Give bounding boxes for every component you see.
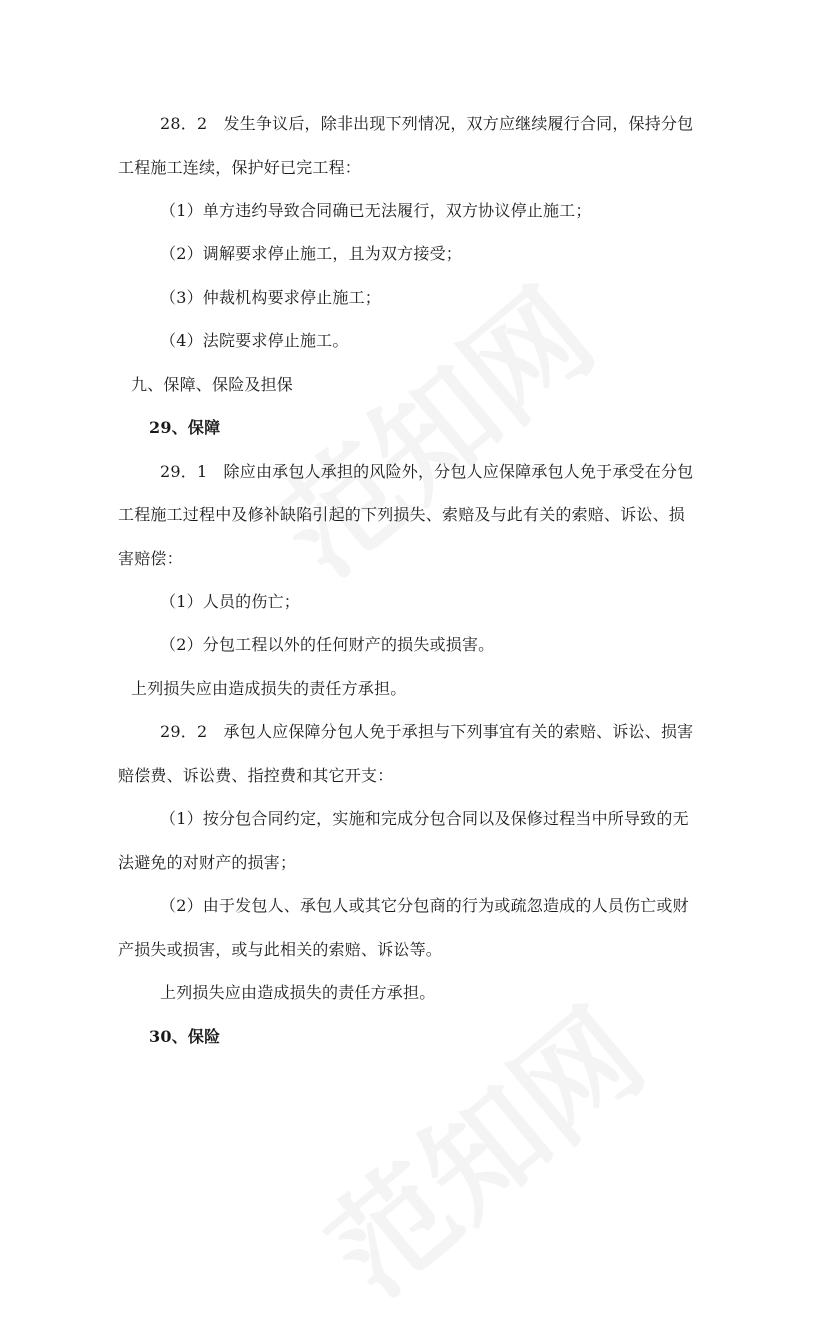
list-item-29-1-1: （1）人员的伤亡； xyxy=(160,592,300,611)
list-item-28-2-2: （2）调解要求停止施工，且为双方接受； xyxy=(160,244,462,263)
heading-30-insurance: 30、保险 xyxy=(149,1027,221,1046)
para-29-2-line-2: 赔偿费、诉讼费、指控费和其它开支： xyxy=(118,766,394,785)
list-item-28-2-4: （4）法院要求停止施工。 xyxy=(160,331,349,350)
heading-29-protection: 29、保障 xyxy=(149,418,221,437)
list-item-29-1-2: （2）分包工程以外的任何财产的损失或损害。 xyxy=(160,635,495,654)
list-item-29-2-2-line-1: （2）由于发包人、承包人或其它分包商的行为或疏忽造成的人员伤亡或财 xyxy=(160,896,689,915)
list-item-28-2-3: （3）仲裁机构要求停止施工； xyxy=(160,288,381,307)
list-item-28-2-1: （1）单方违约导致合同确已无法履行，双方协议停止施工； xyxy=(160,201,592,220)
para-29-1-line-1: 29．1 除应由承包人承担的风险外，分包人应保障承包人免于承受在分包 xyxy=(160,462,694,481)
para-29-2-line-1: 29．2 承包人应保障分包人免于承担与下列事宜有关的索赔、诉讼、损害 xyxy=(160,722,694,741)
para-29-1-line-2: 工程施工过程中及修补缺陷引起的下列损失、索赔及与此有关的索赔、诉讼、损 xyxy=(118,505,686,524)
list-item-29-2-1-line-2: 法避免的对财产的损害； xyxy=(118,853,297,872)
para-29-1-liability: 上列损失应由造成损失的责任方承担。 xyxy=(131,679,407,698)
section-heading-9: 九、保障、保险及担保 xyxy=(131,375,294,394)
para-28-2-line-2: 工程施工连续，保护好已完工程： xyxy=(118,158,362,177)
para-29-1-line-3: 害赔偿： xyxy=(118,549,183,568)
para-29-2-liability: 上列损失应由造成损失的责任方承担。 xyxy=(160,983,436,1002)
watermark-lower xyxy=(287,964,673,1327)
list-item-29-2-1-line-1: （1）按分包合同约定，实施和完成分包合同以及保修过程当中所导致的无 xyxy=(160,809,689,828)
list-item-29-2-2-line-2: 产损失或损害，或与此相关的索赔、诉讼等。 xyxy=(118,940,443,959)
para-28-2-line-1: 28．2 发生争议后，除非出现下列情况，双方应继续履行合同，保持分包 xyxy=(160,114,694,133)
